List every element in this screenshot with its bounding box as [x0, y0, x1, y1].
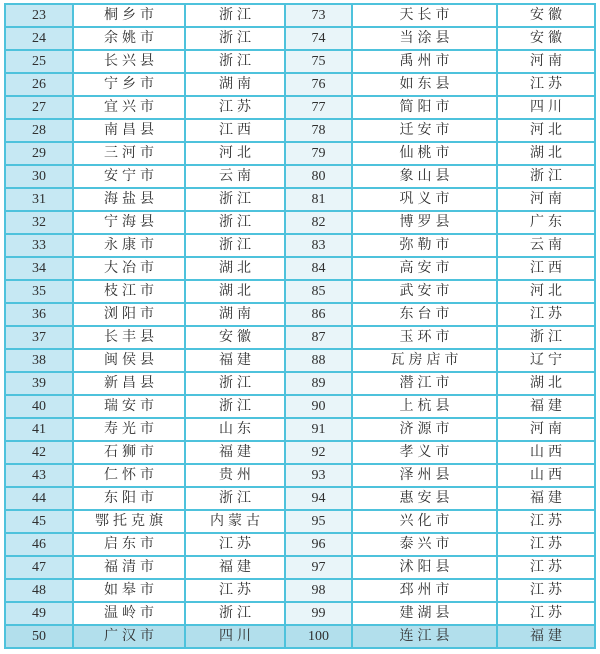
province-cell-right: 安徽 — [497, 27, 595, 50]
city-cell-left: 海盐县 — [73, 188, 185, 211]
city-cell-left: 寿光市 — [73, 418, 185, 441]
city-cell-left: 宁海县 — [73, 211, 185, 234]
province-cell-right: 浙江 — [497, 326, 595, 349]
city-cell-left: 大冶市 — [73, 257, 185, 280]
city-cell-left: 枝江市 — [73, 280, 185, 303]
province-cell-left: 浙江 — [185, 27, 285, 50]
city-cell-right: 弥勒市 — [352, 234, 497, 257]
city-cell-right: 建湖县 — [352, 602, 497, 625]
table-row — [5, 50, 595, 73]
province-cell-left: 安徽 — [185, 326, 285, 349]
rank-cell-right: 79 — [285, 142, 352, 165]
table-row — [5, 73, 595, 96]
city-cell-right: 惠安县 — [352, 487, 497, 510]
rank-cell-right: 86 — [285, 303, 352, 326]
rank-cell-right: 74 — [285, 27, 352, 50]
rank-cell-right: 92 — [285, 441, 352, 464]
rank-cell-right: 96 — [285, 533, 352, 556]
province-cell-right: 江苏 — [497, 510, 595, 533]
rank-cell-right: 84 — [285, 257, 352, 280]
city-cell-left: 石狮市 — [73, 441, 185, 464]
city-cell-left: 宁乡市 — [73, 73, 185, 96]
city-cell-right: 高安市 — [352, 257, 497, 280]
rank-cell-left: 23 — [5, 4, 73, 27]
rank-cell-left: 50 — [5, 625, 73, 648]
table-row — [5, 533, 595, 556]
province-cell-left: 福建 — [185, 349, 285, 372]
city-cell-right: 泽州县 — [352, 464, 497, 487]
rank-cell-left: 36 — [5, 303, 73, 326]
province-cell-left: 福建 — [185, 441, 285, 464]
table-row — [5, 234, 595, 257]
province-cell-right: 山西 — [497, 441, 595, 464]
table-row — [5, 211, 595, 234]
table-row — [5, 165, 595, 188]
city-cell-right: 象山县 — [352, 165, 497, 188]
table-row — [5, 349, 595, 372]
table-row — [5, 464, 595, 487]
province-cell-right: 福建 — [497, 395, 595, 418]
province-cell-left: 四川 — [185, 625, 285, 648]
province-cell-right: 辽宁 — [497, 349, 595, 372]
table-row — [5, 602, 595, 625]
rank-cell-left: 30 — [5, 165, 73, 188]
province-cell-right: 江苏 — [497, 579, 595, 602]
table-row — [5, 579, 595, 602]
province-cell-left: 浙江 — [185, 50, 285, 73]
city-cell-left: 东阳市 — [73, 487, 185, 510]
province-cell-left: 浙江 — [185, 602, 285, 625]
province-cell-left: 浙江 — [185, 4, 285, 27]
city-cell-right: 泰兴市 — [352, 533, 497, 556]
table-row — [5, 418, 595, 441]
province-cell-left: 江苏 — [185, 579, 285, 602]
city-cell-left: 鄂托克旗 — [73, 510, 185, 533]
table-row — [5, 625, 595, 648]
city-cell-right: 天长市 — [352, 4, 497, 27]
province-cell-right: 江苏 — [497, 73, 595, 96]
rank-cell-left: 45 — [5, 510, 73, 533]
city-cell-right: 仙桃市 — [352, 142, 497, 165]
rank-cell-left: 46 — [5, 533, 73, 556]
province-cell-right: 湖北 — [497, 372, 595, 395]
city-cell-left: 新昌县 — [73, 372, 185, 395]
table-row — [5, 119, 595, 142]
province-cell-right: 河北 — [497, 280, 595, 303]
rank-cell-left: 32 — [5, 211, 73, 234]
rank-cell-left: 34 — [5, 257, 73, 280]
city-cell-left: 温岭市 — [73, 602, 185, 625]
city-cell-right: 当涂县 — [352, 27, 497, 50]
province-cell-left: 浙江 — [185, 487, 285, 510]
table-row — [5, 142, 595, 165]
table-row — [5, 326, 595, 349]
rank-cell-left: 26 — [5, 73, 73, 96]
city-cell-left: 桐乡市 — [73, 4, 185, 27]
rank-cell-right: 99 — [285, 602, 352, 625]
rank-cell-left: 27 — [5, 96, 73, 119]
rank-cell-right: 87 — [285, 326, 352, 349]
city-cell-right: 博罗县 — [352, 211, 497, 234]
rank-cell-right: 78 — [285, 119, 352, 142]
rank-cell-right: 95 — [285, 510, 352, 533]
province-cell-right: 河北 — [497, 119, 595, 142]
rank-cell-left: 29 — [5, 142, 73, 165]
rank-cell-left: 44 — [5, 487, 73, 510]
table-row — [5, 303, 595, 326]
rank-cell-left: 43 — [5, 464, 73, 487]
table-row — [5, 257, 595, 280]
table-row — [5, 96, 595, 119]
city-cell-right: 邳州市 — [352, 579, 497, 602]
province-cell-right: 山西 — [497, 464, 595, 487]
city-cell-left: 永康市 — [73, 234, 185, 257]
province-cell-left: 浙江 — [185, 234, 285, 257]
rank-cell-left: 24 — [5, 27, 73, 50]
province-cell-right: 浙江 — [497, 165, 595, 188]
province-cell-right: 河南 — [497, 188, 595, 211]
rank-cell-right: 90 — [285, 395, 352, 418]
city-cell-right: 孝义市 — [352, 441, 497, 464]
table-row — [5, 510, 595, 533]
province-cell-right: 河南 — [497, 418, 595, 441]
city-cell-left: 广汉市 — [73, 625, 185, 648]
rank-cell-left: 35 — [5, 280, 73, 303]
rank-cell-right: 100 — [285, 625, 352, 648]
table-row — [5, 556, 595, 579]
rank-cell-right: 98 — [285, 579, 352, 602]
province-cell-left: 江苏 — [185, 96, 285, 119]
province-cell-left: 河北 — [185, 142, 285, 165]
rank-cell-right: 80 — [285, 165, 352, 188]
province-cell-right: 安徽 — [497, 4, 595, 27]
province-cell-right: 云南 — [497, 234, 595, 257]
city-ranking-table — [4, 3, 596, 649]
city-cell-right: 巩义市 — [352, 188, 497, 211]
table-row — [5, 27, 595, 50]
rank-cell-left: 49 — [5, 602, 73, 625]
rank-cell-left: 41 — [5, 418, 73, 441]
city-cell-right: 简阳市 — [352, 96, 497, 119]
ranking-table-body — [5, 4, 595, 648]
rank-cell-left: 40 — [5, 395, 73, 418]
city-cell-left: 闽侯县 — [73, 349, 185, 372]
table-row — [5, 280, 595, 303]
table-row — [5, 188, 595, 211]
rank-cell-left: 37 — [5, 326, 73, 349]
province-cell-left: 湖北 — [185, 257, 285, 280]
city-cell-right: 玉环市 — [352, 326, 497, 349]
province-cell-left: 云南 — [185, 165, 285, 188]
province-cell-left: 内蒙古 — [185, 510, 285, 533]
province-cell-left: 福建 — [185, 556, 285, 579]
rank-cell-right: 77 — [285, 96, 352, 119]
city-cell-left: 南昌县 — [73, 119, 185, 142]
rank-cell-left: 39 — [5, 372, 73, 395]
city-cell-left: 三河市 — [73, 142, 185, 165]
province-cell-right: 湖北 — [497, 142, 595, 165]
rank-cell-right: 89 — [285, 372, 352, 395]
province-cell-left: 湖北 — [185, 280, 285, 303]
province-cell-left: 浙江 — [185, 211, 285, 234]
rank-cell-right: 97 — [285, 556, 352, 579]
rank-cell-right: 88 — [285, 349, 352, 372]
rank-cell-left: 47 — [5, 556, 73, 579]
rank-cell-right: 75 — [285, 50, 352, 73]
city-cell-left: 余姚市 — [73, 27, 185, 50]
table-row — [5, 441, 595, 464]
province-cell-right: 广东 — [497, 211, 595, 234]
rank-cell-right: 91 — [285, 418, 352, 441]
province-cell-left: 山东 — [185, 418, 285, 441]
city-cell-right: 上杭县 — [352, 395, 497, 418]
table-row — [5, 4, 595, 27]
rank-cell-right: 73 — [285, 4, 352, 27]
city-cell-left: 长丰县 — [73, 326, 185, 349]
city-cell-right: 济源市 — [352, 418, 497, 441]
city-cell-right: 武安市 — [352, 280, 497, 303]
rank-cell-left: 25 — [5, 50, 73, 73]
rank-cell-left: 38 — [5, 349, 73, 372]
city-cell-left: 如皋市 — [73, 579, 185, 602]
city-cell-right: 连江县 — [352, 625, 497, 648]
city-cell-left: 浏阳市 — [73, 303, 185, 326]
rank-cell-right: 93 — [285, 464, 352, 487]
city-cell-right: 瓦房店市 — [352, 349, 497, 372]
province-cell-left: 湖南 — [185, 303, 285, 326]
rank-cell-left: 33 — [5, 234, 73, 257]
city-cell-left: 瑞安市 — [73, 395, 185, 418]
city-cell-left: 福清市 — [73, 556, 185, 579]
province-cell-left: 浙江 — [185, 395, 285, 418]
province-cell-left: 贵州 — [185, 464, 285, 487]
city-cell-left: 长兴县 — [73, 50, 185, 73]
table-row — [5, 395, 595, 418]
table-row — [5, 487, 595, 510]
province-cell-right: 河南 — [497, 50, 595, 73]
city-cell-right: 潜江市 — [352, 372, 497, 395]
city-cell-right: 如东县 — [352, 73, 497, 96]
rank-cell-right: 82 — [285, 211, 352, 234]
province-cell-right: 江苏 — [497, 602, 595, 625]
city-cell-right: 迁安市 — [352, 119, 497, 142]
rank-cell-right: 81 — [285, 188, 352, 211]
city-cell-left: 宜兴市 — [73, 96, 185, 119]
city-cell-left: 安宁市 — [73, 165, 185, 188]
province-cell-right: 江苏 — [497, 533, 595, 556]
city-cell-right: 兴化市 — [352, 510, 497, 533]
rank-cell-left: 31 — [5, 188, 73, 211]
city-cell-left: 启东市 — [73, 533, 185, 556]
city-cell-right: 禹州市 — [352, 50, 497, 73]
table-row — [5, 372, 595, 395]
province-cell-left: 湖南 — [185, 73, 285, 96]
rank-cell-right: 94 — [285, 487, 352, 510]
city-cell-right: 东台市 — [352, 303, 497, 326]
province-cell-left: 江西 — [185, 119, 285, 142]
province-cell-left: 浙江 — [185, 188, 285, 211]
province-cell-right: 江西 — [497, 257, 595, 280]
province-cell-right: 福建 — [497, 487, 595, 510]
rank-cell-left: 28 — [5, 119, 73, 142]
province-cell-right: 福建 — [497, 625, 595, 648]
rank-cell-right: 85 — [285, 280, 352, 303]
province-cell-left: 江苏 — [185, 533, 285, 556]
province-cell-right: 四川 — [497, 96, 595, 119]
province-cell-left: 浙江 — [185, 372, 285, 395]
province-cell-right: 江苏 — [497, 303, 595, 326]
city-cell-left: 仁怀市 — [73, 464, 185, 487]
province-cell-right: 江苏 — [497, 556, 595, 579]
rank-cell-left: 48 — [5, 579, 73, 602]
rank-cell-right: 76 — [285, 73, 352, 96]
city-cell-right: 沭阳县 — [352, 556, 497, 579]
rank-cell-left: 42 — [5, 441, 73, 464]
rank-cell-right: 83 — [285, 234, 352, 257]
